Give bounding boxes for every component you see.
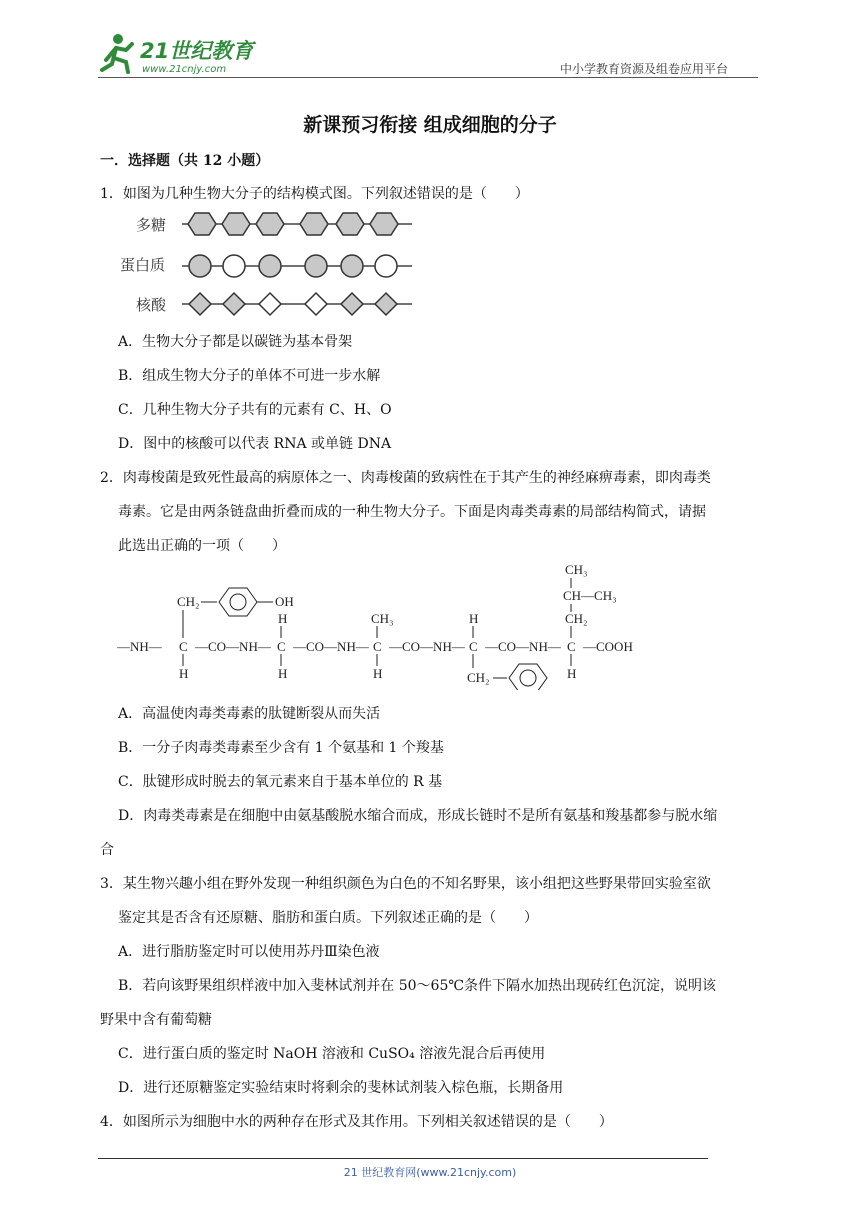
footer-divider bbox=[98, 1158, 708, 1159]
q3-option-d[interactable]: D．进行还原糖鉴定实验结束时将剩余的斐林试剂装入棕色瓶，长期备用 bbox=[118, 1080, 564, 1096]
svg-text:H: H bbox=[469, 611, 479, 626]
backbone-nh: —NH— bbox=[117, 639, 162, 654]
svg-text:CH₃: CH₃ bbox=[565, 562, 588, 577]
macromolecule-diagram bbox=[112, 206, 422, 322]
q3-option-b[interactable]: B．若向该野果组织样液中加入斐林试剂并在 50～65℃条件下隔水加热出现砖红色沉淀，说明该 bbox=[118, 978, 717, 994]
q1-option-a[interactable]: A．生物大分子都是以碳链为基本骨架 bbox=[118, 334, 353, 350]
q3-option-c[interactable]: C．进行蛋白质的鉴定时 NaOH 溶液和 CuSO₄ 溶液先混合后再使用 bbox=[118, 1046, 546, 1062]
q2-option-a[interactable]: A．高温使肉毒类毒素的肽键断裂从而失活 bbox=[118, 706, 381, 722]
svg-text:C: C bbox=[469, 639, 478, 654]
q3-option-a[interactable]: A．进行脂肪鉴定时可以使用苏丹Ⅲ染色液 bbox=[118, 944, 380, 960]
label-protein: 蛋白质 bbox=[120, 256, 166, 274]
svg-text:OH: OH bbox=[275, 594, 294, 609]
q1-option-d[interactable]: D．图中的核酸可以代表 RNA 或单链 DNA bbox=[118, 436, 392, 452]
section-heading: 一．选择题（共 12 小题） bbox=[100, 153, 270, 169]
page-title: 新课预习衔接 组成细胞的分子 bbox=[303, 114, 557, 136]
svg-text:C: C bbox=[373, 639, 382, 654]
q4-stem: 4．如图所示为细胞中水的两种存在形式及其作用。下列相关叙述错误的是（ ） bbox=[100, 1114, 613, 1130]
header-divider bbox=[98, 77, 758, 78]
svg-text:CH—CH₃: CH—CH₃ bbox=[563, 588, 617, 603]
runner-icon bbox=[102, 34, 132, 72]
q3-stem-line1: 3．某生物兴趣小组在野外发现一种组织颜色为白色的不知名野果，该小组把这些野果带回实验室欲 bbox=[100, 876, 711, 892]
svg-text:—CO—NH—: —CO—NH— bbox=[485, 639, 561, 654]
q1-option-c[interactable]: C．几种生物大分子共有的元素有 C、H、O bbox=[118, 402, 392, 418]
svg-text:—COOH: —COOH bbox=[583, 639, 633, 654]
svg-text:H: H bbox=[278, 611, 288, 626]
svg-text:—CO—NH—: —CO—NH— bbox=[195, 639, 271, 654]
q2-stem-line1: 2．肉毒梭菌是致死性最高的病原体之一、肉毒梭菌的致病性在于其产生的神经麻痹毒素，即肉毒类 bbox=[100, 470, 711, 486]
svg-text:CH₂: CH₂ bbox=[467, 670, 490, 685]
q2-option-d-cont: 合 bbox=[100, 842, 114, 858]
q2-option-c[interactable]: C．肽键形成时脱去的氧元素来自于基本单位的 R 基 bbox=[118, 774, 443, 790]
svg-text:H: H bbox=[278, 666, 288, 681]
svg-text:H: H bbox=[179, 666, 189, 681]
sub-ch2-1: CH₂ bbox=[177, 594, 200, 609]
site-logo bbox=[98, 30, 268, 76]
q1-stem: 1．如图为几种生物大分子的结构模式图。下列叙述错误的是（ ） bbox=[100, 186, 529, 202]
platform-name: 中小学教育资源及组卷应用平台 bbox=[560, 62, 729, 76]
svg-text:CH₃: CH₃ bbox=[371, 611, 394, 626]
svg-text:C: C bbox=[179, 639, 188, 654]
svg-text:—CO—NH—: —CO—NH— bbox=[389, 639, 465, 654]
label-nucleic-acid: 核酸 bbox=[136, 296, 167, 314]
svg-text:CH₂: CH₂ bbox=[565, 611, 588, 626]
q2-stem-line2: 毒素。它是由两条链盘曲折叠而成的一种生物大分子。下面是肉毒类毒素的局部结构简式，请据 bbox=[118, 504, 706, 520]
svg-text:C: C bbox=[277, 639, 286, 654]
q3-option-b-cont: 野果中含有葡萄糖 bbox=[100, 1012, 212, 1028]
toxin-structure-diagram bbox=[115, 560, 645, 690]
q2-option-d[interactable]: D．肉毒类毒素是在细胞中由氨基酸脱水缩合而成，形成长链时不是所有氨基和羧基都参与脱水缩 bbox=[118, 808, 718, 824]
q2-option-b[interactable]: B．一分子肉毒类毒素至少含有 1 个氨基和 1 个羧基 bbox=[118, 740, 444, 756]
q1-option-b[interactable]: B．组成生物大分子的单体不可进一步水解 bbox=[118, 368, 381, 384]
logo-main: 21世纪教育 bbox=[140, 39, 254, 63]
svg-text:—CO—NH—: —CO—NH— bbox=[293, 639, 369, 654]
label-polysaccharide: 多糖 bbox=[136, 216, 167, 234]
footer-link[interactable]: 21 世纪教育网(www.21cnjy.com) bbox=[343, 1166, 517, 1179]
q3-stem-line2: 鉴定其是否含有还原糖、脂肪和蛋白质。下列叙述正确的是（ ） bbox=[118, 910, 538, 926]
svg-text:H: H bbox=[567, 666, 577, 681]
svg-text:H: H bbox=[373, 666, 383, 681]
q2-stem-line3: 此选出正确的一项（ ） bbox=[118, 538, 286, 554]
logo-url: www.21cnjy.com bbox=[142, 64, 227, 75]
svg-text:C: C bbox=[567, 639, 576, 654]
